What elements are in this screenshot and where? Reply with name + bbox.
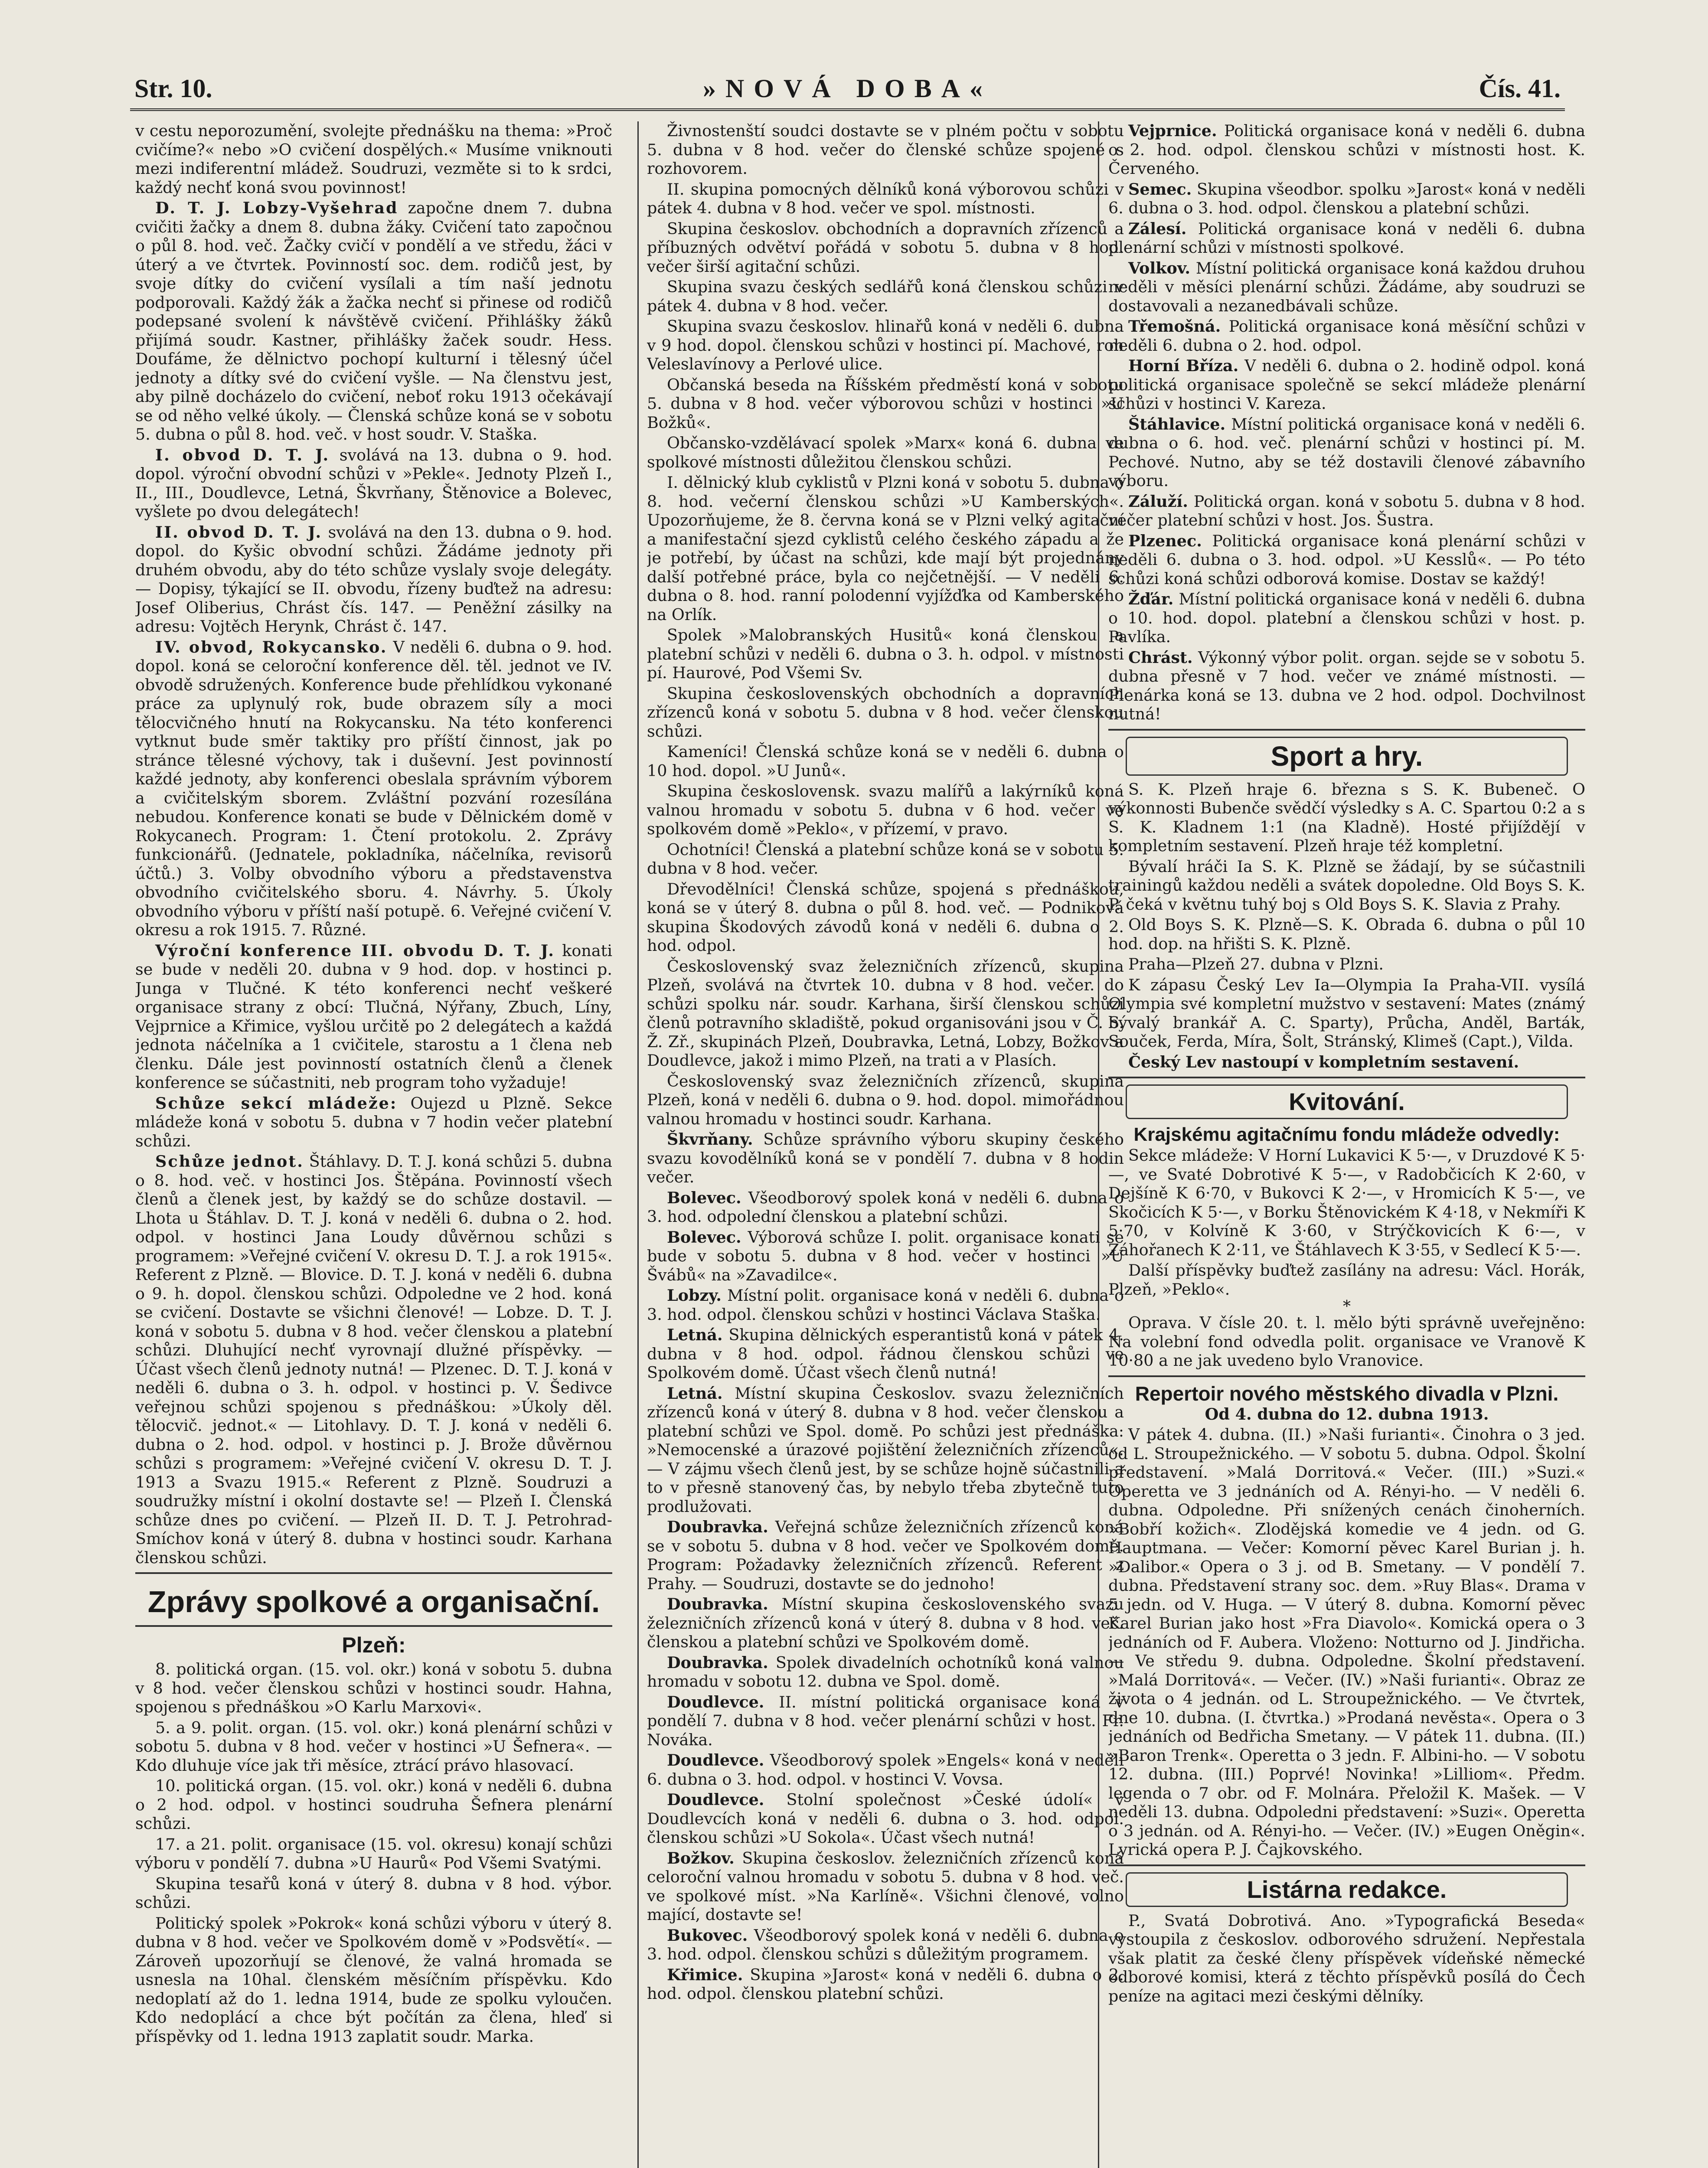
place-name: Doubravka. [667, 1518, 768, 1536]
article-paragraph [135, 1094, 612, 1151]
sport-paragraph: Český Lev nastoupí v kompletním sestavení. [1128, 1052, 1519, 1071]
page-number: Str. 10. [134, 74, 212, 103]
notice-paragraph [1108, 415, 1585, 490]
article-paragraph [135, 941, 612, 1092]
notice-paragraph [647, 1228, 1124, 1285]
notice-paragraph [647, 1518, 1124, 1593]
notice-paragraph [647, 1790, 1124, 1847]
column-1 [135, 121, 612, 2168]
column-2 [647, 121, 1124, 2168]
column-divider [637, 121, 639, 2168]
paragraph-text: Veřejná schůze železničních zřízenců koná se v sobotu 5. dubna v 8 hod. večer ve Spolkovém domě. Program: Požadavky železničních zřízenců. Referent z Prahy. — Soudruzi, dostavte se do jednoho! [647, 1518, 1124, 1593]
paragraph-text: Stolní společnost »České údolí« v Doudlevcích koná v neděli 6. dubna o 3. hod. odpol. členskou schůzi »U Sokola«. Účast všech nutná! [647, 1790, 1124, 1847]
kvitovani-subtitle: Krajskému agitačnímu fondu mládeže odvedly: [1133, 1124, 1560, 1145]
notice-paragraph [647, 1595, 1124, 1652]
place-name: Bolevec. [667, 1188, 741, 1207]
place-name: Doudlevce. [667, 1751, 764, 1770]
notice-paragraph [647, 1326, 1124, 1382]
paragraph-text: Skupina všeodbor. spolku »Jarost« koná v neděli 6. dubna o 3. hod. odpol. členskou a platební schůzi. [1108, 180, 1585, 217]
place-name: Semec. [1128, 180, 1192, 199]
repertoire-paragraph: V pátek 4. dubna. (II.) »Naši furianti«. Činohra o 3 jed. od L. Stroupežnického. — V sobotu 5. dubna. Odpol. Školní představení. »Malá Dorritová.« Večer. (III.) »Suzi.« Operetta ve 3 jednáních od A. Rényi-ho. — V neděli 6. dubna. Odpoledne. Při snížených cenách činoherních. »Bobří kožich«. Zlodějská komedie ve 4 jedn. od G. Hauptmana. — Večer: Komorní pěvec Karel Burian j. h. »Dalibor.« Opera o 3 j. od B. Smetany. — V pondělí 7. dubna. Představení strany soc. dem. »Ruy Blas«. Drama v 5 jedn. od V. Huga. — V úterý 8. dubna. Komorní pěvec Karel Burian jako host »Fra Diavolo«. Komická opera o 3 jednáních od F. Aubera. Vloženo: Notturno od J. Jindřicha. — Ve středu 9. dubna. Odpoledne. Školní představení. »Malá Dorritová«. — Večer. (IV.) »Naši furianti«. Obraz ze života o 4 jednán. od L. Stroupežnického. — Ve čtvrtek, dne 10. dubna. (I. čtvrtka.) »Prodaná nevěsta«. Opera o 3 jednáních od Bedřicha Smetany. — V pátek 11. dubna. (II.) »Baron Trenk«. Operetta o 3 jedn. F. Albini-ho. — V sobotu 12. dubna. (III.) Poprvé! Novinka! »Lilliom«. Předm. legenda o 7 obr. od F. Molnára. Přeložil K. Mašek. — V neděli 13. dubna. Odpoledni představení: »Suzi«. Operetta o 3 jednán. od A. Rényi-ho. — Večer. (IV.) »Eugen Oněgin«. Lyrická opera P. J. Čajkovského. [1108, 1425, 1585, 1859]
notice-paragraph [1108, 180, 1585, 218]
paragraph-text: konati se bude v neděli 20. dubna v 9 hod. dop. v hostinci p. Junga v Tlučné. K této konferenci nechť veškeré organisace strany z obcí: Tlučná, Nýřany, Zbuch, Líny, Vejprnice a Křimice, vyšlou určitě po 2 delegátech a každá jednota náčelníka a 1 cvičitele, starostu a 1 člena neb členku. Dále jest povinností ostatních členů a členek konference se súčastniti, neb program toho vyžaduje! [135, 941, 612, 1092]
notice-paragraph [1108, 356, 1585, 413]
paragraph-text: Politická organ. koná v sobotu 5. dubna v 8 hod. večer platební schůzi v host. Jos. Šustra. [1108, 492, 1585, 529]
sport-paragraph: S. K. Plzeň hraje 6. března s S. K. Bubeneč. O výkonnosti Bubenče svědčí výsledky s A. C. Spartou 0:2 a s S. K. Kladnem 1:1 (na Kladně). Hosté přijíždějí v kompletním sestavení. Plzeň hraje též kompletní. [1108, 780, 1585, 855]
section-rule [135, 1625, 612, 1627]
paragraph-text: II. místní politická organisace koná v pondělí 7. dubna v 8 hod. večer plenární schůzi v host. Fr. Nováka. [647, 1692, 1124, 1749]
notice-paragraph: 5. a 9. polit. organ. (15. vol. okr.) koná plenární schůzi v sobotu 5. dubna v 8 hod. večer v hostinci »U Šefnera«. — Kdo dluhuje více jak tři měsíce, ztrácí právo hlasovací. [135, 1718, 612, 1775]
section-title: Zprávy spolkové a organisační. [147, 1585, 600, 1619]
place-name: Štáhlavice. [1128, 415, 1226, 434]
notice-paragraph [647, 1751, 1124, 1789]
paragraph-text: Politická organisace koná v neděli 6. dubna o 2. hod. odpol. členskou schůzi v místnosti host. K. Červeného. [1108, 121, 1585, 178]
place-name: Doubravka. [667, 1595, 768, 1613]
sport-paragraph: K zápasu Český Lev Ia—Olympia Ia Praha-VII. vysílá Olympia své kompletní mužstvo v sestavení: Mates (známý bývalý brankář A. C. Sparty), Průcha, Anděl, Barták, Souček, Ferda, Míra, Šolt, Stránský, Klimeš (Capt.), Vilda. [1108, 975, 1585, 1051]
sport-section-title: Sport a hry. [1126, 737, 1568, 776]
notice-paragraph: Skupina československých obchodních a dopravních zřízenců koná v sobotu 5. dubna v 8 hod. večer členskou schůzi. [647, 684, 1124, 741]
place-name: Bukovec. [667, 1926, 748, 1945]
place-name: Plzenec. [1128, 531, 1202, 550]
place-name: Doudlevce. [667, 1790, 764, 1809]
notice-paragraph: Kameníci! Členská schůze koná se v neděli 6. dubna o 10 hod. dopol. »U Junů«. [647, 742, 1124, 780]
sport-paragraph: Praha—Plzeň 27. dubna v Plzni. [1128, 955, 1384, 973]
article-paragraph [135, 638, 612, 940]
paragraph-text: Politická organisace koná měsíční schůzi v neděli 6. dubna o 2. hod. odpol. [1108, 317, 1585, 355]
column-3 [1108, 121, 1585, 2168]
notice-paragraph: Politický spolek »Pokrok« koná schůzi výboru v úterý 8. dubna v 8 hod. večer ve Spolkovém domě v »Podsvětí«. — Zároveň upozorňují se členové, že valná hromada se usnesla na 10hal. členském měsíčním příspěvku. Kdo nedoplatí až do 1. ledna 1914, bude ze spolku vyloučen. Kdo nedoplácí a chce být počítán za člena, hleď si příspěvky od 1. ledna 1913 zaplatit soudr. Marka. [135, 1913, 612, 2046]
notice-paragraph: Skupina svazu českoslov. hlinařů koná v neděli 6. dubna v 9 hod. dopol. členskou schůzi v hostinci pí. Machové, roh Veleslavínovy a Perlové ulice. [647, 317, 1124, 373]
paragraph-head: IV. obvod, Rokycansko. [155, 637, 388, 656]
place-name: Letná. [667, 1326, 723, 1344]
section-subtitle: Plzeň: [342, 1633, 406, 1657]
section-rule [1108, 729, 1585, 731]
place-name: Doudlevce. [667, 1692, 764, 1711]
paragraph-head: Schůze sekcí mládeže: [155, 1094, 398, 1113]
notice-paragraph [647, 1693, 1124, 1750]
place-name: Záluží. [1128, 492, 1188, 511]
notice-paragraph: Spolek »Malobranských Husitů« koná členskou a platební schůzi v neděli 6. dubna o 3. h. odpol. v místnosti pí. Haurové, Pod Všemi Sv. [647, 626, 1124, 682]
paragraph-text: Schůze správního výboru skupiny českého svazu kovodělníků koná se v pondělí 7. dubna v 8 hodin večer. [647, 1130, 1124, 1186]
article-paragraph [135, 446, 612, 521]
paragraph-text: Spolek divadelních ochotníků koná valnou hromadu v sobotu 12. dubna ve Spol. domě. [647, 1653, 1124, 1691]
paragraph-text: Výborová schůze I. polit. organisace konati se bude v sobotu 5. dubna v 8 hod. večer v hostinci »U Švábů« na »Zavadilce«. [647, 1228, 1124, 1284]
place-name: Zálesí. [1128, 219, 1187, 238]
paragraph-text: svolává na den 13. dubna o 9. hod. dopol. do Kyšic obvodní schůzi. Žádáme jednoty při druhém obvodu, aby do této schůze vyslaly svoje delegáty. — Dopisy, týkající se II. obvodu, řízeny buďtež na adresu: Josef Oliberius, Chrást čís. 147. — Peněžní zásilky na adresu: Vojtěch Herynk, Chrást č. 147. [135, 522, 612, 636]
notice-paragraph: I. dělnický klub cyklistů v Plzni koná v sobotu 5. dubna o 8. hod. večerní členskou schůzi »U Kamberských«. Upozorňujeme, že 8. června koná se v Plzni velký agitační a manifestační sjezd cyklistů celého českého západu a že je potřebí, by účast na schůzi, kde mají být projednány další potřebné práce, byla co nejčetnější. — V neděli 6. dubna o 8. hod. ranní polodenní vyjížďka od Kamberského na Orlík. [647, 473, 1124, 624]
notice-paragraph [1108, 590, 1585, 646]
place-name: Doubravka. [667, 1653, 768, 1672]
notice-paragraph: II. skupina pomocných dělníků koná výborovou schůzi v pátek 4. dubna v 8 hod. večer ve spol. místnosti. [647, 180, 1124, 217]
notice-paragraph: Živnostenští soudci dostavte se v plném počtu v sobotu 5. dubna v 8 hod. večer do členské schůze spojené s rozhovorem. [647, 121, 1124, 178]
notice-paragraph: Občanská beseda na Říšském předměstí koná v sobotu 5. dubna v 8 hod. večer výborovou schůzi v hostinci »U Božků«. [647, 375, 1124, 432]
place-name: Žďár. [1128, 590, 1174, 608]
place-name: Vejprnice. [1128, 121, 1217, 140]
notice-paragraph [647, 1130, 1124, 1187]
paragraph-text: Skupina »Jarost« koná v neděli 6. dubna o 2. hod. odpol. členskou platební schůzi. [647, 1965, 1124, 2003]
notice-paragraph: Skupina českoslov. obchodních a dopravních zřízenců a příbuzných odvětví pořádá v sobotu 5. dubna v 8 hod. večer širší agitační schůzi. [647, 219, 1124, 276]
notice-paragraph [1108, 317, 1585, 355]
notice-paragraph [1108, 492, 1585, 530]
paragraph-text: V neděli 6. dubna o 2. hodině odpol. koná politická organisace společně se sekcí mládeže plenární schůzi v hostinci V. Kareza. [1108, 356, 1585, 413]
paragraph-text: Všeodborový spolek koná v neděli 6. dubna o 3. hod. odpol. členskou schůzi s důležitým programem. [647, 1926, 1124, 1963]
article-paragraph [135, 1152, 612, 1567]
page-header [130, 69, 1565, 111]
paragraph-text: Místní polit. organisace koná v neděli 6. dubna o 3. hod. odpol. členskou schůzi v hostinci Václava Staška. [647, 1286, 1124, 1324]
place-name: Bolevec. [667, 1228, 741, 1247]
notice-paragraph [1108, 532, 1585, 588]
notice-paragraph: Československý svaz železničních zřízenců, skupina Plzeň, svolává na čtvrtek 10. dubna v 8 hod. večer. do schůzi spolku nár. soudr. Karhana, širší členskou schůzi členů potravního skladiště, pokud organisováni jsou v Č. S. Ž. Zř., skupinách Plzeň, Doubravka, Letná, Lobzy, Božkov a Doudlevce, jakož i mimo Plzeň, na trati a v Plasích. [647, 957, 1124, 1070]
notice-paragraph: Skupina svazu českých sedlářů koná členskou schůzi v pátek 4. dubna v 8 hod. večer. [647, 278, 1124, 315]
place-name: Chrást. [1128, 648, 1193, 667]
notice-paragraph [1108, 121, 1585, 178]
sport-paragraph: Bývalí hráči Ia S. K. Plzně se žádají, by se súčastnili trainingů každou neděli a svátek dopoledne. Old Boys S. K. P. čeká v květnu tuhý boj s Old Boys S. K. Slavia z Prahy. [1108, 857, 1585, 914]
place-name: Škvrňany. [667, 1130, 753, 1149]
listarna-title: Listárna redakce. [1126, 1872, 1568, 1907]
section-rule [135, 1572, 612, 1574]
kvitovani-paragraph: Další příspěvky buďtež zasílány na adresu: Václ. Horák, Plzeň, »Peklo«. [1108, 1261, 1585, 1299]
notice-paragraph: 10. politická organ. (15. vol. okr.) koná v neděli 6. dubna o 2 hod. odpol. v hostinci soudruha Šefnera plenární schůzi. [135, 1776, 612, 1833]
paragraph-text: Štáhlavy. D. T. J. koná schůzi 5. dubna o 8. hod. več. v hostinci Jos. Štěpána. Povinností všech členů a členek jest, by každý se do schůze dostavil. — Lhota u Štáhlav. D. T. J. koná v neděli 6. dubna o 2. hod. odpol. v hostinci Jana Loudy důvěrnou schůzi s programem: »Veřejné cvičení V. okresu D. T. J. a rok 1915«. Referent z Plzně. — Blovice. D. T. J. koná v neděli 6. dubna o 9. h. dopol. členskou schůzi. Odpoledne ve 2 hod. koná se cvičení. Dostavte se všichni členové! — Lobze. D. T. J. koná v sobotu 5. dubna v 8 hod. večer členskou a platební schůzi. Dluhující nechť vyrovnají dlužné příspěvky. — Účast všech členů jednoty nutná! — Plzenec. D. T. J. koná v neděli 6. dubna o 3. h. odpol. v hostinci p. V. Šedivce veřejnou schůzi spojenou s přednáškou: »Úkoly děl. tělocvič. jednot.« — Litohlavy. D. T. J. koná v neděli 6. dubna o 2. hod. odpol. v hostinci p. J. Brože důvěrnou schůzi s programem: »Veřejné cvičení V. okresu D. T. J. 1913 a Svazu 1915.« Referent z Plzně. Soudruzi a soudružky místní i okolní dostavte se! — Plzeň I. Členská schůze dnes po cvičení. — Plzeň II. D. T. J. Petrohrad-Smíchov koná v úterý 8. dubna v hostinci soudr. Karhana členskou schůzi. [135, 1152, 612, 1567]
place-name: Božkov. [667, 1848, 735, 1868]
notice-paragraph: 8. politická organ. (15. vol. okr.) koná v sobotu 5. dubna v 8 hod. večer členskou schůzi v hostinci soudr. Hahna, spojenou s přednáškou »O Karlu Marxovi«. [135, 1660, 612, 1716]
place-name: Letná. [667, 1384, 723, 1403]
paragraph-head: I. obvod D. T. J. [155, 445, 330, 464]
notice-paragraph [1108, 259, 1585, 316]
notice-paragraph: Skupina tesařů koná v úterý 8. dubna v 8 hod. výbor. schůzi. [135, 1874, 612, 1912]
section-rule [1108, 1864, 1585, 1866]
section-rule [1108, 1375, 1585, 1377]
paragraph-text: Skupina českoslov. železničních zřízenců koná celoroční valnou hromadu v sobotu 5. dubna v 8 hod. več. ve spolkové míst. »Na Karlíně«. Všichni členové, volno mající, dostavte se! [647, 1848, 1124, 1924]
listarna-paragraph: P., Svatá Dobrotivá. Ano. »Typografická Beseda« vystoupila z českoslov. odborového sdružení. Nepřestala však platit za české členy příspěvek vídeňské německé odborové komisi, která z těchto příspěvků posílá do Čech peníze na agitaci mezi českými dělníky. [1108, 1911, 1585, 2005]
article-paragraph: v cestu neporozumění, svolejte přednášku na thema: »Proč cvičíme?« nebo »O cvičení dospělých.« Musíme vniknouti mezi indiferentní mládež. Soudruzi, vezměte si to k srdci, každý nechť koná svou povinnost! [135, 121, 612, 197]
paragraph-text: svolává na 13. dubna o 9. hod. dopol. výroční obvodní schůzi v »Pekle«. Jednoty Plzeň I., II., III., Doudlevce, Letná, Škvrňany, Štěnovice a Bolevec, vyšlete po dvou delegátech! [135, 445, 612, 521]
issue-number: Čís. 41. [1479, 74, 1561, 103]
paragraph-text: započne dnem 7. dubna cvičiti žačky a dnem 8. dubna žáky. Cvičení tato započnou o půl 8. hod. več. Žačky cvičí v pondělí a ve středu, žáci v úterý a ve čtvrtek. Povinností soc. dem. rodičů jest, by svoje dítky do cvičení vysílali a tím naší jednotu podporovali. Každý žák a žačka nechť si přinese od rodičů podepsané svolení k návštěvě cvičení. Přihlášky žáků přijímá soudr. Kastner, přihlášky žaček soudr. Hess. Doufáme, že dělnictvo pochopí kulturní i tělesný účel jednoty a dítky své do cvičení vyšle. — Na členstvu jest, aby pilně docházelo do cvičení, neboť roku 1913 očekávají se od něho velké úkoly. — Členská schůze koná se v sobotu 5. dubna o půl 8. hod. več. v host soudr. V. Staška. [135, 199, 612, 444]
paragraph-text: Místní politická organisace koná v neděli 6. dubna o 10. hod. dopol. platební a členskou schůzi v host. p. Pavlíka. [1108, 590, 1585, 646]
paragraph-text: Všeodborový spolek koná v neděli 6. dubna o 3. hod. odpolední členskou a platební schůzi. [647, 1188, 1124, 1226]
repertoire-title: Repertoir nového městského divadla v Plzni. [1135, 1382, 1559, 1405]
place-name: Volkov. [1128, 258, 1191, 278]
correction-paragraph: Oprava. V čísle 20. t. l. mělo býti správně uveřejněno: Na volební fond odvedla polit. organisace ve Vranově K 10·80 a ne jak uvedeno bylo Vranovice. [1108, 1313, 1585, 1370]
notice-paragraph [647, 1384, 1124, 1516]
notice-paragraph: Občansko-vzdělávací spolek »Marx« koná 6. dubna ve spolkové místnosti důležitou členskou schůzi. [647, 434, 1124, 471]
place-name: Horní Bříza. [1128, 356, 1239, 375]
notice-paragraph [1108, 219, 1585, 257]
paragraph-text: Skupina dělnických esperantistů koná v pátek 4. dubna v 8 hod. odpol. řádnou členskou schůzi ve Spolkovém domě. Účast všech členů nutná! [647, 1326, 1124, 1382]
kvitovani-title: Kvitování. [1126, 1084, 1568, 1119]
masthead-title: »NOVÁ DOBA« [702, 74, 992, 103]
notice-paragraph [647, 1849, 1124, 1924]
notice-paragraph: Československý svaz železničních zřízenců, skupina Plzeň, koná v neděli 6. dubna o 9. hod. dopol. mimořádnou valnou hromadu v hostinci soudr. Karhana. [647, 1071, 1124, 1128]
notice-paragraph [1108, 648, 1585, 724]
article-paragraph [135, 199, 612, 444]
paragraph-text: Politická organisace koná v neděli 6. dubna plenární schůzi v místnosti spolkové. [1108, 219, 1585, 257]
place-name: Třemošná. [1128, 317, 1221, 336]
section-rule [1108, 1077, 1585, 1078]
paragraph-head: D. T. J. Lobzy-Vyšehrad [155, 199, 398, 217]
notice-paragraph [647, 1966, 1124, 2003]
paragraph-head: Výroční konference III. obvodu D. T. J. [155, 941, 555, 960]
paragraph-text: Místní politická organisace koná každou druhou neděli v měsíci plenární schůzi. Žádáme, aby soudruzi se dostavovali a nezanedbávali schůze. [1108, 258, 1585, 315]
article-paragraph [135, 523, 612, 636]
notice-paragraph: Skupina československ. svazu malířů a lakýrníků koná valnou hromadu v sobotu 5. dubna v 6 hod. večer ve spolkovém domě »Peklo«, v přízemí, v pravo. [647, 782, 1124, 838]
notice-paragraph [647, 1653, 1124, 1691]
separator-star: * [1343, 1298, 1351, 1316]
sport-paragraph: Old Boys S. K. Plzně—S. K. Obrada 6. dubna o půl 10 hod. dop. na hřišti S. K. Plzně. [1108, 915, 1585, 953]
paragraph-text: Místní politická organisace koná v neděli 6. dubna o 6. hod. več. plenární schůzi v hostinci pí. M. Pechové. Nutno, aby se též dostavili členové zábavního výboru. [1108, 415, 1585, 490]
notice-paragraph [647, 1286, 1124, 1324]
notice-paragraph [647, 1926, 1124, 1964]
place-name: Lobzy. [667, 1286, 722, 1305]
paragraph-text: Politická organisace koná plenární schůzi v neděli 6. dubna o 3. hod. odpol. »U Kesslů«. — Po této schůzi koná schůzi odborová komise. Dostav se každý! [1108, 531, 1585, 588]
place-name: Křimice. [667, 1965, 743, 1984]
paragraph-text: Místní skupina Českoslov. svazu železničních zřízenců koná v úterý 8. dubna v 8 hod. večer členskou a platební schůzi ve Spol. domě. Po schůzi jest přednáška: »Nemocenské a úrazové pojištění železničních zřízenců«. — V zájmu všech členů jest, by se schůze hojně súčastnili a to v přesně stanovený čas, by nebylo třeba zbytečně tuto prodlužovati. [647, 1384, 1124, 1516]
paragraph-head: Schůze jednot. [155, 1152, 304, 1171]
paragraph-text: Oujezd u Plzně. Sekce mládeže koná v sobotu 5. dubna v 7 hodin večer platební schůzi. [135, 1094, 612, 1150]
notice-paragraph: Ochotníci! Členská a platební schůze koná se v sobotu 5. dubna v 8 hod. večer. [647, 840, 1124, 878]
paragraph-text: V neděli 6. dubna o 9. hod. dopol. koná se celoroční konference děl. těl. jednot ve IV. obvodě sdružených. Konference bude přehlídkou vykonané práce za uplynulý rok, bude obrazem síly a moci tělocvičného hnutí na Rokycansku. Na této konferenci vytknut bude směr taktiky pro příští činnost, jak po stránce tělesné výchovy, tak i duševní. Jest povinností každé jednoty, aby konferenci obeslala správním výborem a cvičitelským sborem. Zvláštní pozvání rozesílána nebudou. Konference konati se bude v Dělnickém domě v Rokycanech. Program: 1. Čtení protokolu. 2. Zprávy funkcionářů. (Jednatele, pokladníka, náčelníka, revisorů účtů.) 3. Volby obvodního výboru a představenstva obvodního cvičitelského sboru. 4. Návrhy. 5. Úkoly obvodního výboru v příští naší potupě. 6. Veřejné cvičení V. okresu a rok 1915. 7. Různé. [135, 637, 612, 939]
paragraph-head: II. obvod D. T. J. [155, 522, 323, 542]
paragraph-text: Všeodborový spolek »Engels« koná v neděli 6. dubna o 3. hod. odpol. v hostinci V. Vovsa. [647, 1751, 1124, 1789]
paragraph-text: Výkonný výbor polit. organ. sejde se v sobotu 5. dubna přesně v 7 hod. večer ve známé místnosti. — Plenárka koná se 13. dubna ve 2 hod. odpol. Dochvilnost nutná! [1108, 648, 1585, 723]
repertoire-subtitle: Od 4. dubna do 12. dubna 1913. [1205, 1404, 1489, 1424]
notice-paragraph [647, 1188, 1124, 1226]
notice-paragraph: 17. a 21. polit. organisace (15. vol. okresu) konají schůzi výboru v pondělí 7. dubna »U Haurů« Pod Všemi Svatými. [135, 1835, 612, 1872]
paragraph-text: Místní skupina československého svazu železničních zřízenců koná v úterý 8. dubna v 8 hod. več. členskou a platební schůzi ve Spolkovém domě. [647, 1595, 1124, 1651]
notice-paragraph: Dřevodělníci! Členská schůze, spojená s přednáškou, koná se v úterý 8. dubna o půl 8. hod. več. — Podniková skupina Škodových závodů koná v neděli 6. dubna o 2. hod. odpol. [647, 879, 1124, 955]
kvitovani-paragraph: Sekce mládeže: V Horní Lukavici K 5·—, v Druzdové K 5·—, ve Svaté Dobrotivé K 5·—, v Radobčicích K 2·60, v Dejšíně K 6·70, v Bukovci K 2·—, v Hromicích K 5·—, ve Skočicích K 5·—, v Borku Štěnovickém K 4·18, v Nekmíři K 5·70, v Kolvíně K 3·60, v Strýčkovicích K 6·—, v Záhořanech K 2·11, ve Štáhlavech K 3·55, v Sedlecí K 5·—. [1108, 1146, 1585, 1259]
